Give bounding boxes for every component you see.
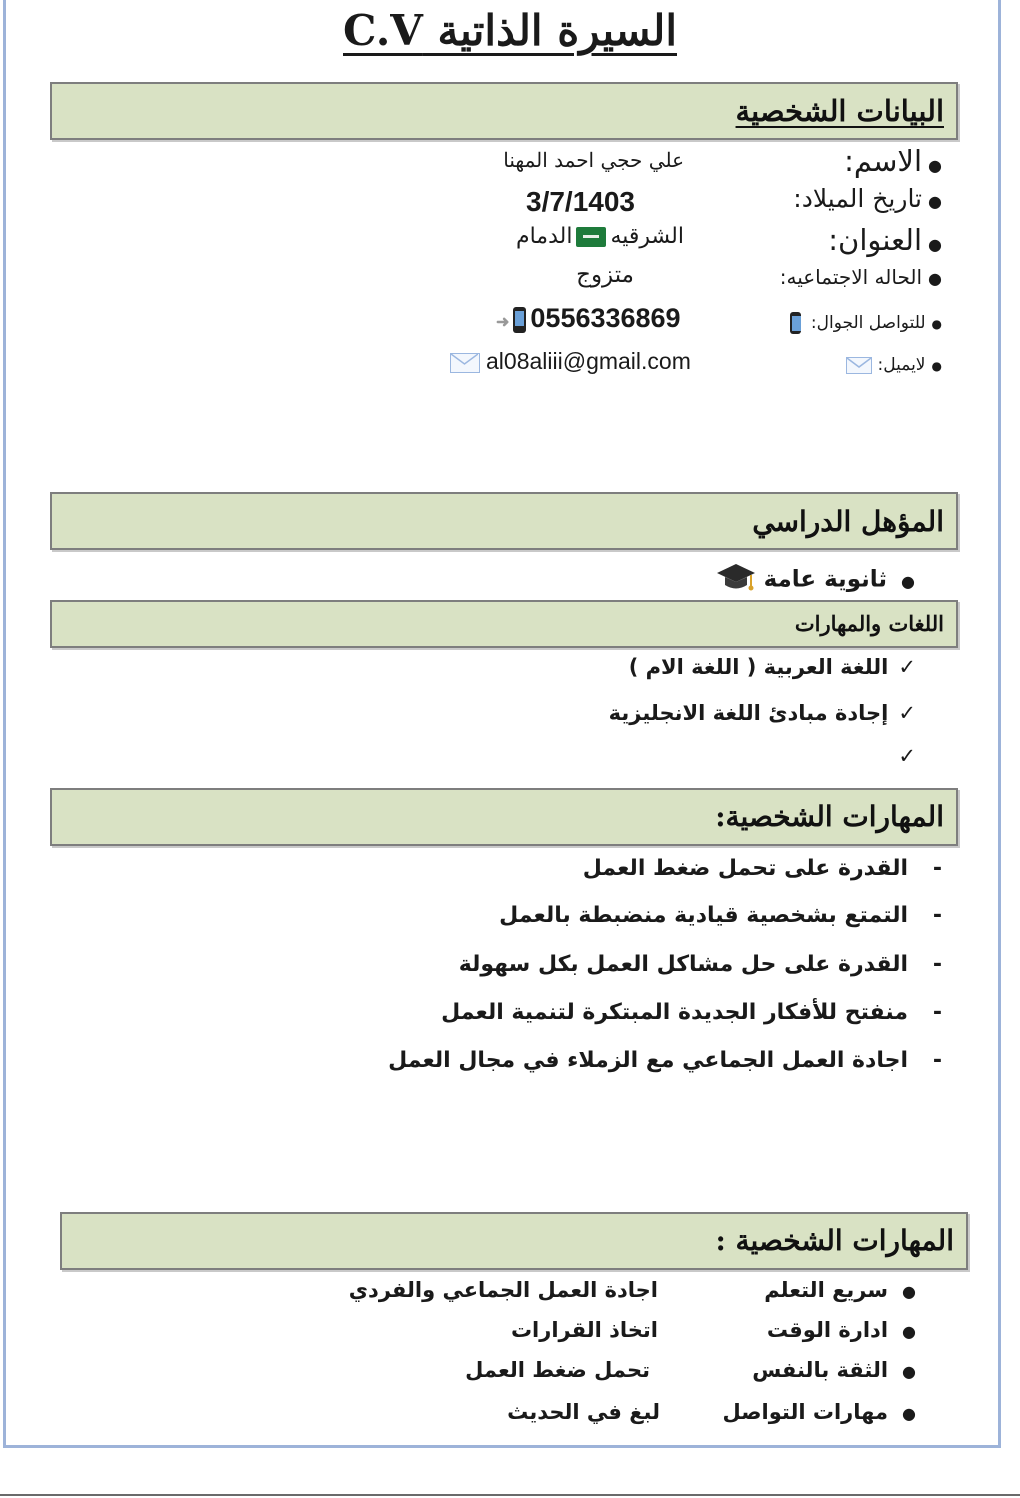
skill-item: -اجادة العمل الجماعي مع الزملاء في مجال العمل <box>388 1048 942 1073</box>
value-marital-status: متزوج <box>576 262 634 288</box>
value-email: al08aliii@gmail.com <box>450 348 691 375</box>
skill-right-item: ●ادارة الوقت <box>766 1318 916 1342</box>
section-heading: المؤهل الدراسي <box>752 505 944 538</box>
value-mobile: ➜ 0556336869 <box>496 303 681 333</box>
section-heading: المهارات الشخصية : <box>715 1224 954 1257</box>
value-name: علي حجي احمد المهنا <box>503 148 684 172</box>
section-personal-skills <box>50 788 958 846</box>
section-heading: المهارات الشخصية: <box>715 800 944 833</box>
section-personal-data <box>50 82 958 140</box>
skill-item: -التمتع بشخصية قيادية منضبطة بالعمل <box>499 903 942 928</box>
document-title: السيرة الذاتية C.V <box>343 6 677 55</box>
language-item: ✓إجادة مبادئ اللغة الانجليزية <box>608 701 916 725</box>
section-heading: اللغات والمهارات <box>794 611 944 636</box>
checkmark-icon: ✓ <box>898 701 916 725</box>
language-item <box>888 744 916 768</box>
checkmark-icon: ✓ <box>898 655 916 679</box>
skill-left-item: اتخاذ القرارات <box>510 1318 658 1342</box>
label-address: ●العنوان: <box>828 223 942 257</box>
section-education <box>50 492 958 550</box>
saudi-flag-icon <box>576 227 606 247</box>
skill-item: -القدرة على حل مشاكل العمل بكل سهولة <box>458 952 942 977</box>
mobile-phone-icon <box>790 312 801 334</box>
envelope-icon <box>450 353 480 373</box>
bottom-divider <box>0 1494 1020 1496</box>
skill-right-item: ●مهارات التواصل <box>722 1400 916 1424</box>
label-marital-status: ●الحاله الاجتماعيه: <box>779 265 942 289</box>
envelope-icon <box>846 357 872 374</box>
education-item: ●ثانوية عامة <box>710 560 915 600</box>
label-birthdate: ●تاريخ الميلاد: <box>793 184 942 213</box>
skill-item: -القدرة على تحمل ضغط العمل <box>582 856 942 881</box>
mobile-phone-icon <box>513 307 526 333</box>
label-mobile: ●للتواصل الجوال: <box>786 312 942 334</box>
value-birthdate: 3/7/1403 <box>526 186 635 217</box>
skill-right-item: ●الثقة بالنفس <box>752 1358 916 1382</box>
graduation-cap-icon <box>716 560 756 600</box>
skill-item: -منفتح للأفكار الجديدة المبتكرة لتنمية العمل <box>441 1000 942 1025</box>
checkmark-icon: ✓ <box>898 744 916 768</box>
value-address: الشرقيهالدمام <box>515 224 684 249</box>
label-name: ●الاسم: <box>844 144 942 178</box>
skill-left-item: لبغ في الحديث <box>507 1400 660 1424</box>
section-languages <box>50 600 958 648</box>
section-personal-skills-2 <box>60 1212 968 1270</box>
skill-right-item: ●سريع التعلم <box>764 1278 916 1302</box>
skill-left-item: تحمل ضغط العمل <box>465 1358 650 1382</box>
skill-left-item: اجادة العمل الجماعي والفردي <box>348 1278 658 1302</box>
language-item: ✓اللغة العربية ( اللغة الام ) <box>628 655 916 679</box>
section-heading: البيانات الشخصية <box>735 94 944 128</box>
label-email: ●لايميل: <box>846 355 942 375</box>
